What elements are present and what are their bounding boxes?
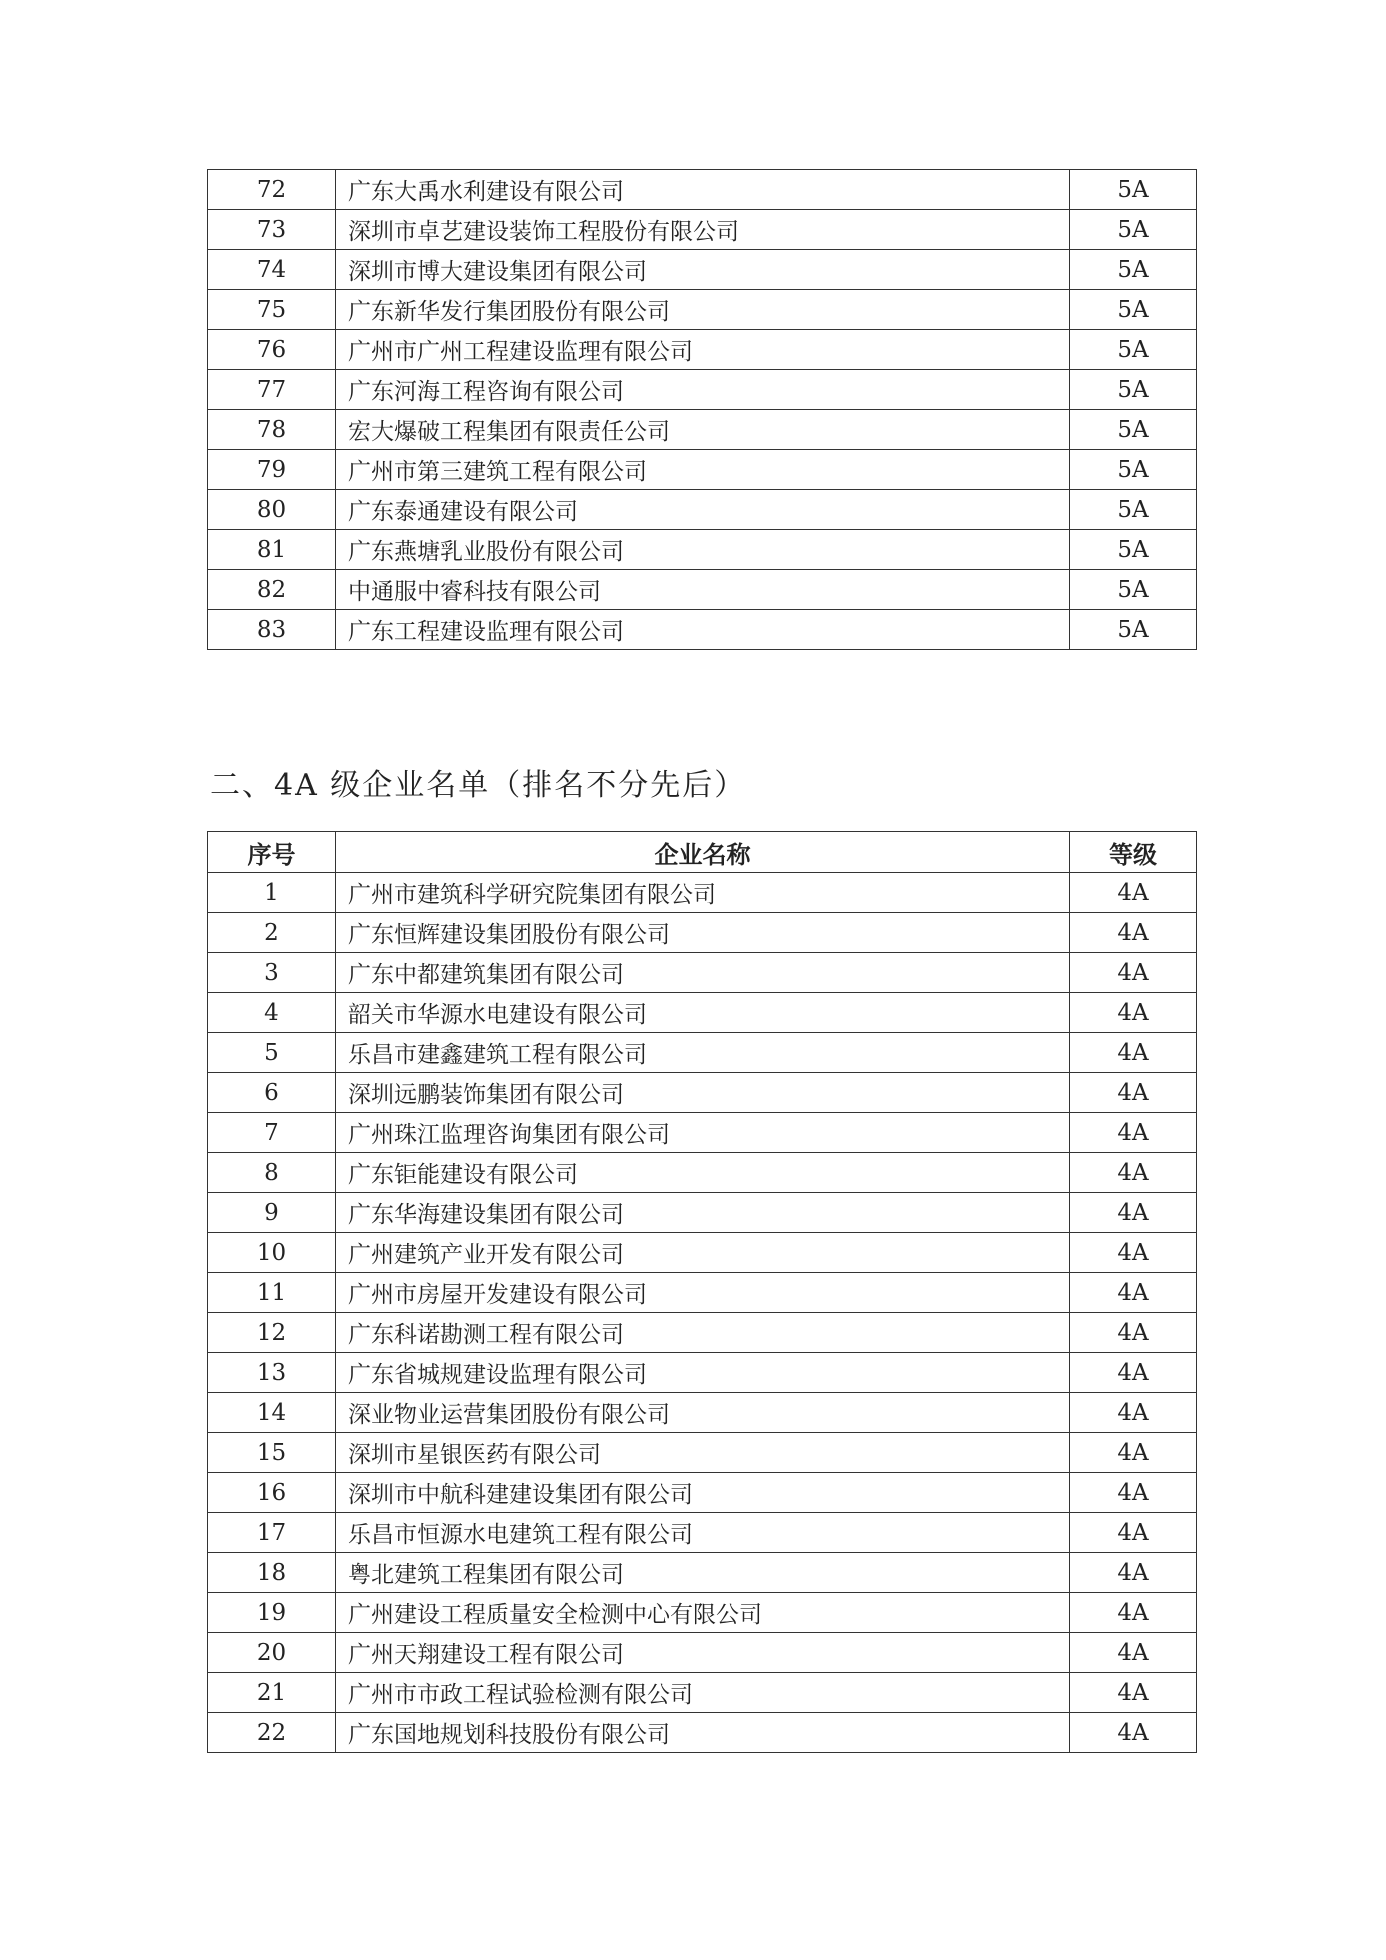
enterprise-name: 广州建设工程质量安全检测中心有限公司: [336, 1593, 1070, 1633]
table-header-row: [208, 832, 1197, 873]
enterprise-name: 深业物业运营集团股份有限公司: [336, 1393, 1070, 1433]
grade-value: 5A: [1070, 610, 1197, 650]
grade-value: 5A: [1070, 170, 1197, 210]
table-row: [208, 1513, 1197, 1553]
enterprise-name: 广东恒辉建设集团股份有限公司: [336, 913, 1070, 953]
row-number: 76: [208, 330, 336, 370]
enterprise-name: 广东泰通建设有限公司: [336, 490, 1070, 530]
5a-enterprise-table: [207, 169, 1197, 650]
table-row: [208, 1713, 1197, 1753]
table-row: [208, 1633, 1197, 1673]
grade-value: 4A: [1070, 1233, 1197, 1273]
grade-value: 4A: [1070, 993, 1197, 1033]
grade-value: 4A: [1070, 1633, 1197, 1673]
table-row: [208, 290, 1197, 330]
table-row: [208, 1593, 1197, 1633]
enterprise-name: 广州市房屋开发建设有限公司: [336, 1273, 1070, 1313]
grade-value: 4A: [1070, 1033, 1197, 1073]
table-row: [208, 1273, 1197, 1313]
table-row: [208, 330, 1197, 370]
enterprise-name: 深圳远鹏装饰集团有限公司: [336, 1073, 1070, 1113]
enterprise-name: 广东国地规划科技股份有限公司: [336, 1713, 1070, 1753]
grade-value: 5A: [1070, 210, 1197, 250]
table-row: [208, 1553, 1197, 1593]
table-row: [208, 1233, 1197, 1273]
enterprise-name: 广东中都建筑集团有限公司: [336, 953, 1070, 993]
row-number: 7: [208, 1113, 336, 1153]
grade-value: 5A: [1070, 490, 1197, 530]
grade-value: 4A: [1070, 1673, 1197, 1713]
enterprise-name: 乐昌市建鑫建筑工程有限公司: [336, 1033, 1070, 1073]
row-number: 74: [208, 250, 336, 290]
enterprise-name: 粤北建筑工程集团有限公司: [336, 1553, 1070, 1593]
table-row: [208, 993, 1197, 1033]
row-number: 73: [208, 210, 336, 250]
row-number: 72: [208, 170, 336, 210]
enterprise-name: 广东科诺勘测工程有限公司: [336, 1313, 1070, 1353]
grade-value: 4A: [1070, 1113, 1197, 1153]
row-number: 8: [208, 1153, 336, 1193]
grade-value: 4A: [1070, 1393, 1197, 1433]
table-row: [208, 1473, 1197, 1513]
grade-value: 4A: [1070, 1593, 1197, 1633]
4a-enterprise-table: [207, 831, 1197, 1753]
row-number: 6: [208, 1073, 336, 1113]
header-enterprise-name: 企业名称: [336, 832, 1070, 873]
enterprise-name: 广东大禹水利建设有限公司: [336, 170, 1070, 210]
row-number: 2: [208, 913, 336, 953]
grade-value: 4A: [1070, 953, 1197, 993]
header-number: 序号: [208, 832, 336, 873]
grade-value: 5A: [1070, 450, 1197, 490]
grade-value: 4A: [1070, 873, 1197, 913]
grade-value: 4A: [1070, 1273, 1197, 1313]
row-number: 14: [208, 1393, 336, 1433]
table-row: [208, 570, 1197, 610]
table-row: [208, 1033, 1197, 1073]
header-grade: 等级: [1070, 832, 1197, 873]
row-number: 15: [208, 1433, 336, 1473]
enterprise-name: 广州天翔建设工程有限公司: [336, 1633, 1070, 1673]
row-number: 11: [208, 1273, 336, 1313]
row-number: 79: [208, 450, 336, 490]
table-row: [208, 530, 1197, 570]
table-row: [208, 1073, 1197, 1113]
row-number: 4: [208, 993, 336, 1033]
row-number: 21: [208, 1673, 336, 1713]
enterprise-name: 广东钜能建设有限公司: [336, 1153, 1070, 1193]
table-row: [208, 610, 1197, 650]
grade-value: 4A: [1070, 1553, 1197, 1593]
grade-value: 4A: [1070, 913, 1197, 953]
enterprise-name: 深圳市星银医药有限公司: [336, 1433, 1070, 1473]
grade-value: 4A: [1070, 1513, 1197, 1553]
enterprise-name: 广州建筑产业开发有限公司: [336, 1233, 1070, 1273]
grade-value: 5A: [1070, 250, 1197, 290]
grade-value: 5A: [1070, 330, 1197, 370]
enterprise-name: 广州珠江监理咨询集团有限公司: [336, 1113, 1070, 1153]
enterprise-name: 韶关市华源水电建设有限公司: [336, 993, 1070, 1033]
table-row: [208, 210, 1197, 250]
table-row: [208, 913, 1197, 953]
grade-value: 5A: [1070, 530, 1197, 570]
enterprise-name: 广州市市政工程试验检测有限公司: [336, 1673, 1070, 1713]
grade-value: 4A: [1070, 1713, 1197, 1753]
grade-value: 4A: [1070, 1473, 1197, 1513]
row-number: 83: [208, 610, 336, 650]
row-number: 10: [208, 1233, 336, 1273]
table-row: [208, 1433, 1197, 1473]
table-row: [208, 250, 1197, 290]
row-number: 9: [208, 1193, 336, 1233]
row-number: 19: [208, 1593, 336, 1633]
enterprise-name: 广东燕塘乳业股份有限公司: [336, 530, 1070, 570]
row-number: 1: [208, 873, 336, 913]
enterprise-name: 深圳市中航科建建设集团有限公司: [336, 1473, 1070, 1513]
row-number: 16: [208, 1473, 336, 1513]
table-row: [208, 873, 1197, 913]
grade-value: 4A: [1070, 1313, 1197, 1353]
enterprise-name: 中通服中睿科技有限公司: [336, 570, 1070, 610]
table-row: [208, 1353, 1197, 1393]
grade-value: 4A: [1070, 1433, 1197, 1473]
enterprise-name: 广州市第三建筑工程有限公司: [336, 450, 1070, 490]
row-number: 17: [208, 1513, 336, 1553]
row-number: 3: [208, 953, 336, 993]
enterprise-name: 深圳市博大建设集团有限公司: [336, 250, 1070, 290]
grade-value: 5A: [1070, 290, 1197, 330]
grade-value: 4A: [1070, 1353, 1197, 1393]
row-number: 78: [208, 410, 336, 450]
table-row: [208, 1193, 1197, 1233]
table-row: [208, 1393, 1197, 1433]
section-heading-4a: 二、4A 级企业名单（排名不分先后）: [210, 768, 747, 803]
table-row: [208, 450, 1197, 490]
grade-value: 4A: [1070, 1153, 1197, 1193]
row-number: 22: [208, 1713, 336, 1753]
enterprise-name: 宏大爆破工程集团有限责任公司: [336, 410, 1070, 450]
table-row: [208, 1673, 1197, 1713]
enterprise-name: 广东河海工程咨询有限公司: [336, 370, 1070, 410]
table-row: [208, 490, 1197, 530]
grade-value: 4A: [1070, 1073, 1197, 1113]
row-number: 13: [208, 1353, 336, 1393]
grade-value: 4A: [1070, 1193, 1197, 1233]
row-number: 12: [208, 1313, 336, 1353]
row-number: 5: [208, 1033, 336, 1073]
grade-value: 5A: [1070, 570, 1197, 610]
table-row: [208, 170, 1197, 210]
table-row: [208, 953, 1197, 993]
grade-value: 5A: [1070, 370, 1197, 410]
enterprise-name: 广东工程建设监理有限公司: [336, 610, 1070, 650]
enterprise-name: 深圳市卓艺建设装饰工程股份有限公司: [336, 210, 1070, 250]
table-row: [208, 1153, 1197, 1193]
row-number: 80: [208, 490, 336, 530]
enterprise-name: 广东华海建设集团有限公司: [336, 1193, 1070, 1233]
table-row: [208, 1313, 1197, 1353]
table-row: [208, 410, 1197, 450]
row-number: 75: [208, 290, 336, 330]
row-number: 18: [208, 1553, 336, 1593]
enterprise-name: 广东新华发行集团股份有限公司: [336, 290, 1070, 330]
row-number: 81: [208, 530, 336, 570]
enterprise-name: 广州市建筑科学研究院集团有限公司: [336, 873, 1070, 913]
table-row: [208, 370, 1197, 410]
row-number: 20: [208, 1633, 336, 1673]
row-number: 82: [208, 570, 336, 610]
row-number: 77: [208, 370, 336, 410]
enterprise-name: 乐昌市恒源水电建筑工程有限公司: [336, 1513, 1070, 1553]
grade-value: 5A: [1070, 410, 1197, 450]
enterprise-name: 广东省城规建设监理有限公司: [336, 1353, 1070, 1393]
enterprise-name: 广州市广州工程建设监理有限公司: [336, 330, 1070, 370]
table-row: [208, 1113, 1197, 1153]
